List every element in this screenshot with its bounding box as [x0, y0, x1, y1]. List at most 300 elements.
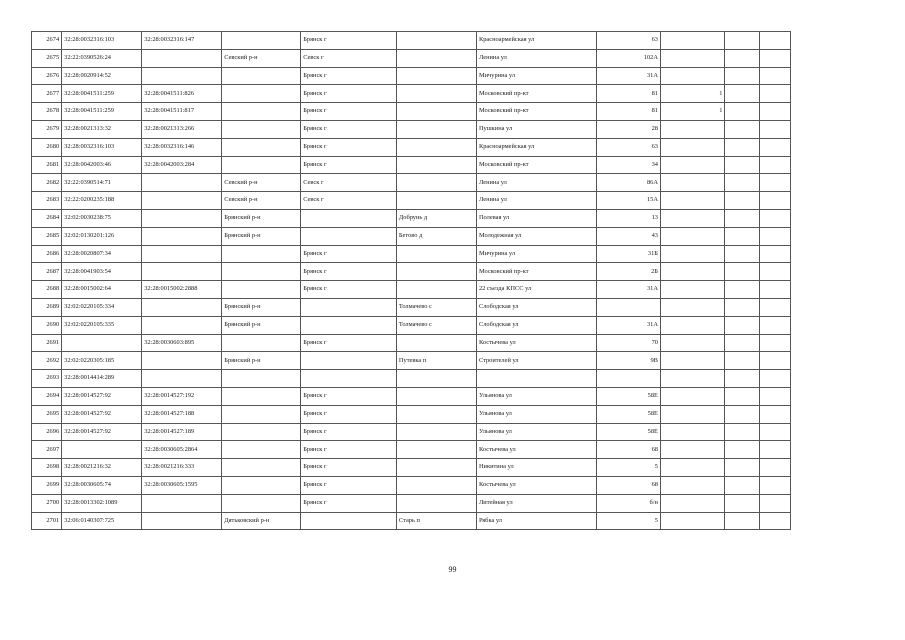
table-row [32, 423, 791, 441]
table-row [32, 370, 791, 388]
cell-extra-column [725, 103, 759, 121]
cell-extra-column-2 [759, 352, 790, 370]
cell-row-number: 2678 [32, 103, 62, 121]
cell-settlement [396, 245, 476, 263]
cell-settlement [396, 192, 476, 210]
cell-extra-column-2 [759, 120, 790, 138]
cell-building-number [660, 67, 724, 85]
cell-house-number: 31А [596, 67, 660, 85]
cell-house-number: 70 [596, 334, 660, 352]
cell-row-number: 2685 [32, 227, 62, 245]
cell-object-cadastral-number: 32:28:0042003:284 [142, 156, 222, 174]
cell-cadastral-number: 32:28:0041903:54 [62, 263, 142, 281]
cell-district [222, 423, 301, 441]
cell-extra-column-2 [759, 32, 790, 50]
cell-street: Костычева ул [476, 476, 596, 494]
cell-city: Брянск г [301, 85, 397, 103]
cell-row-number: 2675 [32, 49, 62, 67]
table-row [32, 32, 791, 50]
cell-house-number: 81 [596, 85, 660, 103]
cell-row-number: 2694 [32, 387, 62, 405]
cell-object-cadastral-number: 32:28:0032316:146 [142, 138, 222, 156]
cell-district: Севский р-н [222, 192, 301, 210]
cell-extra-column-2 [759, 512, 790, 530]
cell-settlement [396, 174, 476, 192]
cell-cadastral-number: 32:28:0015002:64 [62, 281, 142, 299]
cell-house-number: 5 [596, 512, 660, 530]
cell-cadastral-number: 32:28:0042003:46 [62, 156, 142, 174]
cell-city: Брянск г [301, 67, 397, 85]
cell-city: Брянск г [301, 334, 397, 352]
cell-district [222, 476, 301, 494]
cell-row-number: 2687 [32, 263, 62, 281]
table-row [32, 405, 791, 423]
cell-extra-column [725, 352, 759, 370]
register-table-body [32, 32, 791, 530]
cell-city [301, 352, 397, 370]
cell-extra-column-2 [759, 227, 790, 245]
cell-settlement [396, 156, 476, 174]
table-row [32, 334, 791, 352]
cell-extra-column [725, 405, 759, 423]
cell-extra-column [725, 281, 759, 299]
cell-district: Брянский р-н [222, 352, 301, 370]
cell-district [222, 387, 301, 405]
cell-house-number: 81 [596, 103, 660, 121]
cell-building-number [660, 494, 724, 512]
cell-cadastral-number: 32:22:0390526:24 [62, 49, 142, 67]
cell-house-number: 31А [596, 316, 660, 334]
cell-street: Мичурина ул [476, 67, 596, 85]
cell-cadastral-number: 32:28:0014527:92 [62, 423, 142, 441]
table-row [32, 192, 791, 210]
cell-object-cadastral-number [142, 494, 222, 512]
cell-cadastral-number: 32:02:0220305:185 [62, 352, 142, 370]
table-row [32, 387, 791, 405]
cell-row-number: 2693 [32, 370, 62, 388]
cell-extra-column [725, 263, 759, 281]
cell-district [222, 334, 301, 352]
cell-extra-column [725, 459, 759, 477]
cell-cadastral-number [62, 441, 142, 459]
cell-object-cadastral-number: 32:28:0041511:817 [142, 103, 222, 121]
table-row [32, 441, 791, 459]
cell-extra-column-2 [759, 476, 790, 494]
cell-city [301, 227, 397, 245]
cell-street: Костычева ул [476, 441, 596, 459]
cell-object-cadastral-number [142, 512, 222, 530]
cell-extra-column [725, 49, 759, 67]
cell-settlement: Толмачево с [396, 316, 476, 334]
page-number: 99 [448, 565, 457, 574]
cell-cadastral-number [62, 334, 142, 352]
cell-cadastral-number: 32:28:0014527:92 [62, 405, 142, 423]
cell-row-number: 2688 [32, 281, 62, 299]
cell-city: Севск г [301, 192, 397, 210]
cell-street: Никитина ул [476, 459, 596, 477]
cell-object-cadastral-number [142, 192, 222, 210]
cell-extra-column-2 [759, 67, 790, 85]
cell-row-number: 2680 [32, 138, 62, 156]
cell-district: Брянский р-н [222, 209, 301, 227]
cell-house-number: 58Е [596, 405, 660, 423]
cell-cadastral-number: 32:06:0140307:725 [62, 512, 142, 530]
cell-extra-column [725, 334, 759, 352]
cell-building-number [660, 387, 724, 405]
cell-city: Брянск г [301, 281, 397, 299]
cell-extra-column-2 [759, 494, 790, 512]
table-row [32, 156, 791, 174]
cell-district [222, 281, 301, 299]
cell-city: Брянск г [301, 120, 397, 138]
cell-district [222, 405, 301, 423]
cell-street: Московский пр-кт [476, 85, 596, 103]
cell-cadastral-number: 32:02:0220105:334 [62, 298, 142, 316]
cell-cadastral-number: 32:28:0021216:32 [62, 459, 142, 477]
cell-city: Севск г [301, 174, 397, 192]
cell-district [222, 494, 301, 512]
table-row [32, 352, 791, 370]
table-row [32, 103, 791, 121]
cell-street: Слободская ул [476, 316, 596, 334]
cell-house-number: 28 [596, 120, 660, 138]
cell-street: Ленина ул [476, 192, 596, 210]
table-row [32, 494, 791, 512]
cell-cadastral-number: 32:02:0030238:75 [62, 209, 142, 227]
cell-street: Ленина ул [476, 49, 596, 67]
cell-house-number: б/н [596, 494, 660, 512]
cell-city: Брянск г [301, 441, 397, 459]
cell-building-number [660, 423, 724, 441]
cell-row-number: 2682 [32, 174, 62, 192]
cell-settlement [396, 441, 476, 459]
cell-extra-column-2 [759, 103, 790, 121]
cell-city: Брянск г [301, 494, 397, 512]
cell-settlement [396, 459, 476, 477]
cell-extra-column [725, 387, 759, 405]
cell-settlement [396, 494, 476, 512]
cell-object-cadastral-number [142, 298, 222, 316]
cell-house-number: 34 [596, 156, 660, 174]
table-row [32, 209, 791, 227]
cell-city: Брянск г [301, 103, 397, 121]
cell-street: Московский пр-кт [476, 103, 596, 121]
cell-district [222, 32, 301, 50]
cell-object-cadastral-number [142, 227, 222, 245]
cell-settlement: Толмачево с [396, 298, 476, 316]
cell-settlement [396, 32, 476, 50]
cell-extra-column [725, 138, 759, 156]
cell-extra-column [725, 476, 759, 494]
cell-extra-column [725, 227, 759, 245]
cell-house-number: 86А [596, 174, 660, 192]
cell-settlement [396, 263, 476, 281]
cell-extra-column-2 [759, 49, 790, 67]
cell-district [222, 120, 301, 138]
cell-city [301, 370, 397, 388]
cell-house-number: 102А [596, 49, 660, 67]
cell-row-number: 2692 [32, 352, 62, 370]
cell-city: Брянск г [301, 405, 397, 423]
cell-house-number: 13 [596, 209, 660, 227]
table-row [32, 120, 791, 138]
cell-row-number: 2676 [32, 67, 62, 85]
cell-extra-column [725, 67, 759, 85]
cell-street: Красноармейская ул [476, 32, 596, 50]
cell-house-number: 43 [596, 227, 660, 245]
cell-extra-column [725, 423, 759, 441]
table-row [32, 85, 791, 103]
cell-row-number: 2698 [32, 459, 62, 477]
cell-extra-column-2 [759, 334, 790, 352]
cell-extra-column [725, 298, 759, 316]
table-row [32, 476, 791, 494]
cell-city: Брянск г [301, 245, 397, 263]
cell-street: Ульянова ул [476, 423, 596, 441]
cell-building-number [660, 281, 724, 299]
cell-district: Севский р-н [222, 49, 301, 67]
cell-row-number: 2677 [32, 85, 62, 103]
cell-settlement [396, 67, 476, 85]
cell-object-cadastral-number: 32:28:0041511:826 [142, 85, 222, 103]
table-row [32, 174, 791, 192]
cell-city [301, 298, 397, 316]
cell-extra-column-2 [759, 138, 790, 156]
cell-district [222, 67, 301, 85]
cell-district: Дятьковский р-н [222, 512, 301, 530]
cell-row-number: 2690 [32, 316, 62, 334]
cell-cadastral-number: 32:28:0014414:289 [62, 370, 142, 388]
cell-settlement: Добрунь д [396, 209, 476, 227]
cell-row-number: 2696 [32, 423, 62, 441]
cell-house-number: 31Б [596, 245, 660, 263]
cell-extra-column [725, 120, 759, 138]
cell-row-number: 2684 [32, 209, 62, 227]
cell-house-number: 2Б [596, 263, 660, 281]
cell-extra-column-2 [759, 441, 790, 459]
cell-object-cadastral-number [142, 352, 222, 370]
cell-extra-column [725, 316, 759, 334]
cell-house-number: 15А [596, 192, 660, 210]
cell-cadastral-number: 32:02:0220105:335 [62, 316, 142, 334]
cell-city: Брянск г [301, 423, 397, 441]
cell-settlement [396, 405, 476, 423]
cell-object-cadastral-number [142, 174, 222, 192]
cell-district [222, 138, 301, 156]
cell-extra-column [725, 209, 759, 227]
cell-row-number: 2674 [32, 32, 62, 50]
cell-district: Севский р-н [222, 174, 301, 192]
cell-extra-column-2 [759, 263, 790, 281]
cell-building-number [660, 174, 724, 192]
cell-city [301, 512, 397, 530]
cell-city: Брянск г [301, 476, 397, 494]
cell-extra-column-2 [759, 209, 790, 227]
cell-row-number: 2701 [32, 512, 62, 530]
cell-row-number: 2679 [32, 120, 62, 138]
cell-object-cadastral-number: 32:28:0021216:333 [142, 459, 222, 477]
cell-house-number: 5 [596, 459, 660, 477]
cell-street: Костычева ул [476, 334, 596, 352]
cell-extra-column-2 [759, 85, 790, 103]
cell-district: Брянский р-н [222, 316, 301, 334]
cell-settlement: Путевка п [396, 352, 476, 370]
cell-city: Брянск г [301, 459, 397, 477]
table-row [32, 281, 791, 299]
cell-extra-column-2 [759, 459, 790, 477]
cell-settlement [396, 120, 476, 138]
cell-extra-column-2 [759, 316, 790, 334]
cell-building-number [660, 227, 724, 245]
cell-street: Строителей ул [476, 352, 596, 370]
cell-cadastral-number: 32:28:0041511:259 [62, 85, 142, 103]
cell-street: Молодежная ул [476, 227, 596, 245]
cell-building-number [660, 138, 724, 156]
cell-object-cadastral-number [142, 209, 222, 227]
cell-extra-column-2 [759, 423, 790, 441]
cell-building-number [660, 476, 724, 494]
cell-settlement [396, 281, 476, 299]
cell-building-number [660, 370, 724, 388]
cell-house-number: 58Е [596, 423, 660, 441]
cell-building-number [660, 405, 724, 423]
cell-street: Мичурина ул [476, 245, 596, 263]
cell-street: Московский пр-кт [476, 263, 596, 281]
cell-extra-column [725, 32, 759, 50]
cell-city: Брянск г [301, 32, 397, 50]
cell-district [222, 370, 301, 388]
cell-object-cadastral-number: 32:28:0014527:189 [142, 423, 222, 441]
cell-house-number: 68 [596, 476, 660, 494]
cell-object-cadastral-number [142, 316, 222, 334]
cell-street: Рябка ул [476, 512, 596, 530]
cell-cadastral-number: 32:28:0041511:259 [62, 103, 142, 121]
cell-building-number [660, 352, 724, 370]
cell-row-number: 2691 [32, 334, 62, 352]
cell-object-cadastral-number [142, 263, 222, 281]
cell-settlement [396, 370, 476, 388]
cell-extra-column-2 [759, 245, 790, 263]
cell-building-number [660, 512, 724, 530]
cell-street: Московский пр-кт [476, 156, 596, 174]
cell-building-number [660, 334, 724, 352]
cell-cadastral-number: 32:28:0014527:92 [62, 387, 142, 405]
cell-city [301, 316, 397, 334]
register-table [31, 31, 791, 530]
cell-cadastral-number: 32:28:0032316:103 [62, 32, 142, 50]
cell-settlement [396, 85, 476, 103]
cell-object-cadastral-number: 32:28:0014527:188 [142, 405, 222, 423]
cell-street: Пушкина ул [476, 120, 596, 138]
table-row [32, 227, 791, 245]
cell-object-cadastral-number [142, 245, 222, 263]
cell-object-cadastral-number: 32:28:0014527:192 [142, 387, 222, 405]
cell-district [222, 263, 301, 281]
cell-cadastral-number: 32:28:0030605:74 [62, 476, 142, 494]
cell-extra-column [725, 156, 759, 174]
cell-settlement [396, 476, 476, 494]
cell-street: Ульянова ул [476, 405, 596, 423]
cell-city: Брянск г [301, 156, 397, 174]
cell-cadastral-number: 32:28:0020914:52 [62, 67, 142, 85]
table-row [32, 49, 791, 67]
table-row [32, 298, 791, 316]
cell-city: Брянск г [301, 387, 397, 405]
cell-extra-column [725, 441, 759, 459]
cell-settlement [396, 334, 476, 352]
cell-cadastral-number: 32:28:0020807:34 [62, 245, 142, 263]
cell-object-cadastral-number: 32:28:0030603:895 [142, 334, 222, 352]
cell-cadastral-number: 32:28:0013302:1089 [62, 494, 142, 512]
cell-row-number: 2699 [32, 476, 62, 494]
cell-row-number: 2681 [32, 156, 62, 174]
cell-district [222, 441, 301, 459]
cell-extra-column [725, 494, 759, 512]
cell-building-number [660, 49, 724, 67]
table-row [32, 316, 791, 334]
cell-district: Брянский р-н [222, 227, 301, 245]
cell-row-number: 2689 [32, 298, 62, 316]
cell-object-cadastral-number: 32:28:0021313:266 [142, 120, 222, 138]
cell-settlement [396, 387, 476, 405]
cell-district [222, 459, 301, 477]
cell-street: Ульянова ул [476, 387, 596, 405]
cell-house-number: 31А [596, 281, 660, 299]
cell-object-cadastral-number [142, 49, 222, 67]
cell-settlement: Старь п [396, 512, 476, 530]
cell-district [222, 245, 301, 263]
cell-settlement [396, 138, 476, 156]
cell-object-cadastral-number: 32:28:0032316:147 [142, 32, 222, 50]
cell-street: Полевая ул [476, 209, 596, 227]
cell-district [222, 103, 301, 121]
table-row [32, 459, 791, 477]
cell-cadastral-number: 32:02:0130201:126 [62, 227, 142, 245]
cell-extra-column [725, 370, 759, 388]
cell-extra-column [725, 192, 759, 210]
cell-row-number: 2686 [32, 245, 62, 263]
cell-object-cadastral-number [142, 67, 222, 85]
cell-extra-column-2 [759, 174, 790, 192]
cell-street: Ленина ул [476, 174, 596, 192]
cell-street: Красноармейская ул [476, 138, 596, 156]
cell-object-cadastral-number: 32:28:0030605:1595 [142, 476, 222, 494]
cell-settlement [396, 423, 476, 441]
cell-cadastral-number: 32:22:0200235:188 [62, 192, 142, 210]
cell-house-number: 63 [596, 32, 660, 50]
cell-row-number: 2695 [32, 405, 62, 423]
cell-extra-column-2 [759, 192, 790, 210]
cell-building-number [660, 209, 724, 227]
cell-extra-column-2 [759, 298, 790, 316]
cell-object-cadastral-number: 32:28:0030605:2864 [142, 441, 222, 459]
cell-extra-column-2 [759, 281, 790, 299]
cell-row-number: 2697 [32, 441, 62, 459]
table-row [32, 245, 791, 263]
cell-building-number [660, 120, 724, 138]
cell-settlement [396, 103, 476, 121]
cell-street: Литейная ул [476, 494, 596, 512]
cell-cadastral-number: 32:28:0021313:32 [62, 120, 142, 138]
cell-object-cadastral-number [142, 370, 222, 388]
cell-street: Слободская ул [476, 298, 596, 316]
table-row [32, 512, 791, 530]
cell-city: Брянск г [301, 263, 397, 281]
cell-city: Брянск г [301, 138, 397, 156]
cell-building-number: 1 [660, 103, 724, 121]
cell-building-number [660, 192, 724, 210]
cell-building-number [660, 245, 724, 263]
